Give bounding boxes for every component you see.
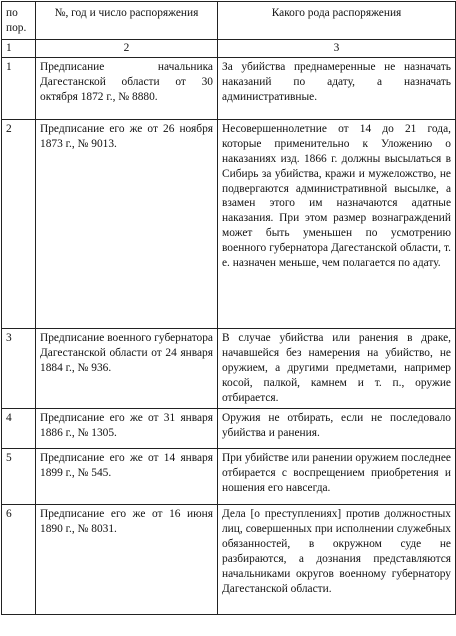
table-row [2,505,456,615]
row-number: 4 [2,409,36,449]
row-description: За убийства преднамеренные не назначать наказаний по адату, а назначать административные. [218,57,456,119]
row-number: 3 [2,328,36,409]
row-document: Предписание начальника Дагестанской области от 30 октября 1872 г., № 8880. [36,57,218,119]
row-document: Предписание его же от 14 января 1899 г., № 545. [36,449,218,505]
row-description: Несовершеннолетние от 14 до 21 года, которые применительно к Уложению о наказаниях изд. 1866 г. должны высылаться в Сибирь за убийства, кражи и мужеложство, не подвергаются административной высылке, а взамен этого им назначаются адатные наказания. При этом размер вознаграждений может быть уменьшен по усмотрению военного губернатора Дагестанской области, т. е. назначен меньше, чем полагается по адату. [218,119,456,328]
header-row [2,2,456,40]
orders-table [1,1,456,615]
header-order-number: по пор. [2,2,36,40]
row-document: Предписание его же от 16 июня 1890 г., № 8031. [36,505,218,615]
row-number: 5 [2,449,36,505]
document-page [1,1,455,615]
row-document: Предписание его же от 26 ноября 1873 г., № 9013. [36,119,218,328]
row-number: 6 [2,505,36,615]
row-number: 1 [2,57,36,119]
row-number: 2 [2,119,36,328]
row-description: Дела [о преступлениях] против должностных лиц, совершенных при исполнении служебных обязанностей, в окружном суде не разбираются, а дознания представляются начальниками округов военному губернатору Дагестанской области. [218,505,456,615]
header-order-type: Какого рода распоряжения [218,2,456,40]
column-number-3: 3 [218,40,456,58]
row-document: Предписание его же от 31 января 1886 г., № 1305. [36,409,218,449]
table-row [2,449,456,505]
table-row [2,409,456,449]
table-header [2,2,456,40]
row-description: В случае убийства или ранения в драке, начавшейся без намерения на убийство, не оружием, а другими предметами, например косой, палкой, камнем и т. п., оружие отбирается. [218,328,456,409]
header-document: №, год и число распоряжения [36,2,218,40]
row-description: При убийстве или ранении оружием последнее отбирается с воспрещением приобретения и ношения его навсегда. [218,449,456,505]
column-number-1: 1 [2,40,36,58]
table-body [2,40,456,615]
table-row [2,57,456,119]
column-number-row [2,40,456,58]
column-number-2: 2 [36,40,218,58]
table-row [2,328,456,409]
row-document: Предписание военного губернатора Дагестанской области от 24 января 1884 г., № 936. [36,328,218,409]
table-row [2,119,456,328]
row-description: Оружия не отбирать, если не последовало убийства и ранения. [218,409,456,449]
